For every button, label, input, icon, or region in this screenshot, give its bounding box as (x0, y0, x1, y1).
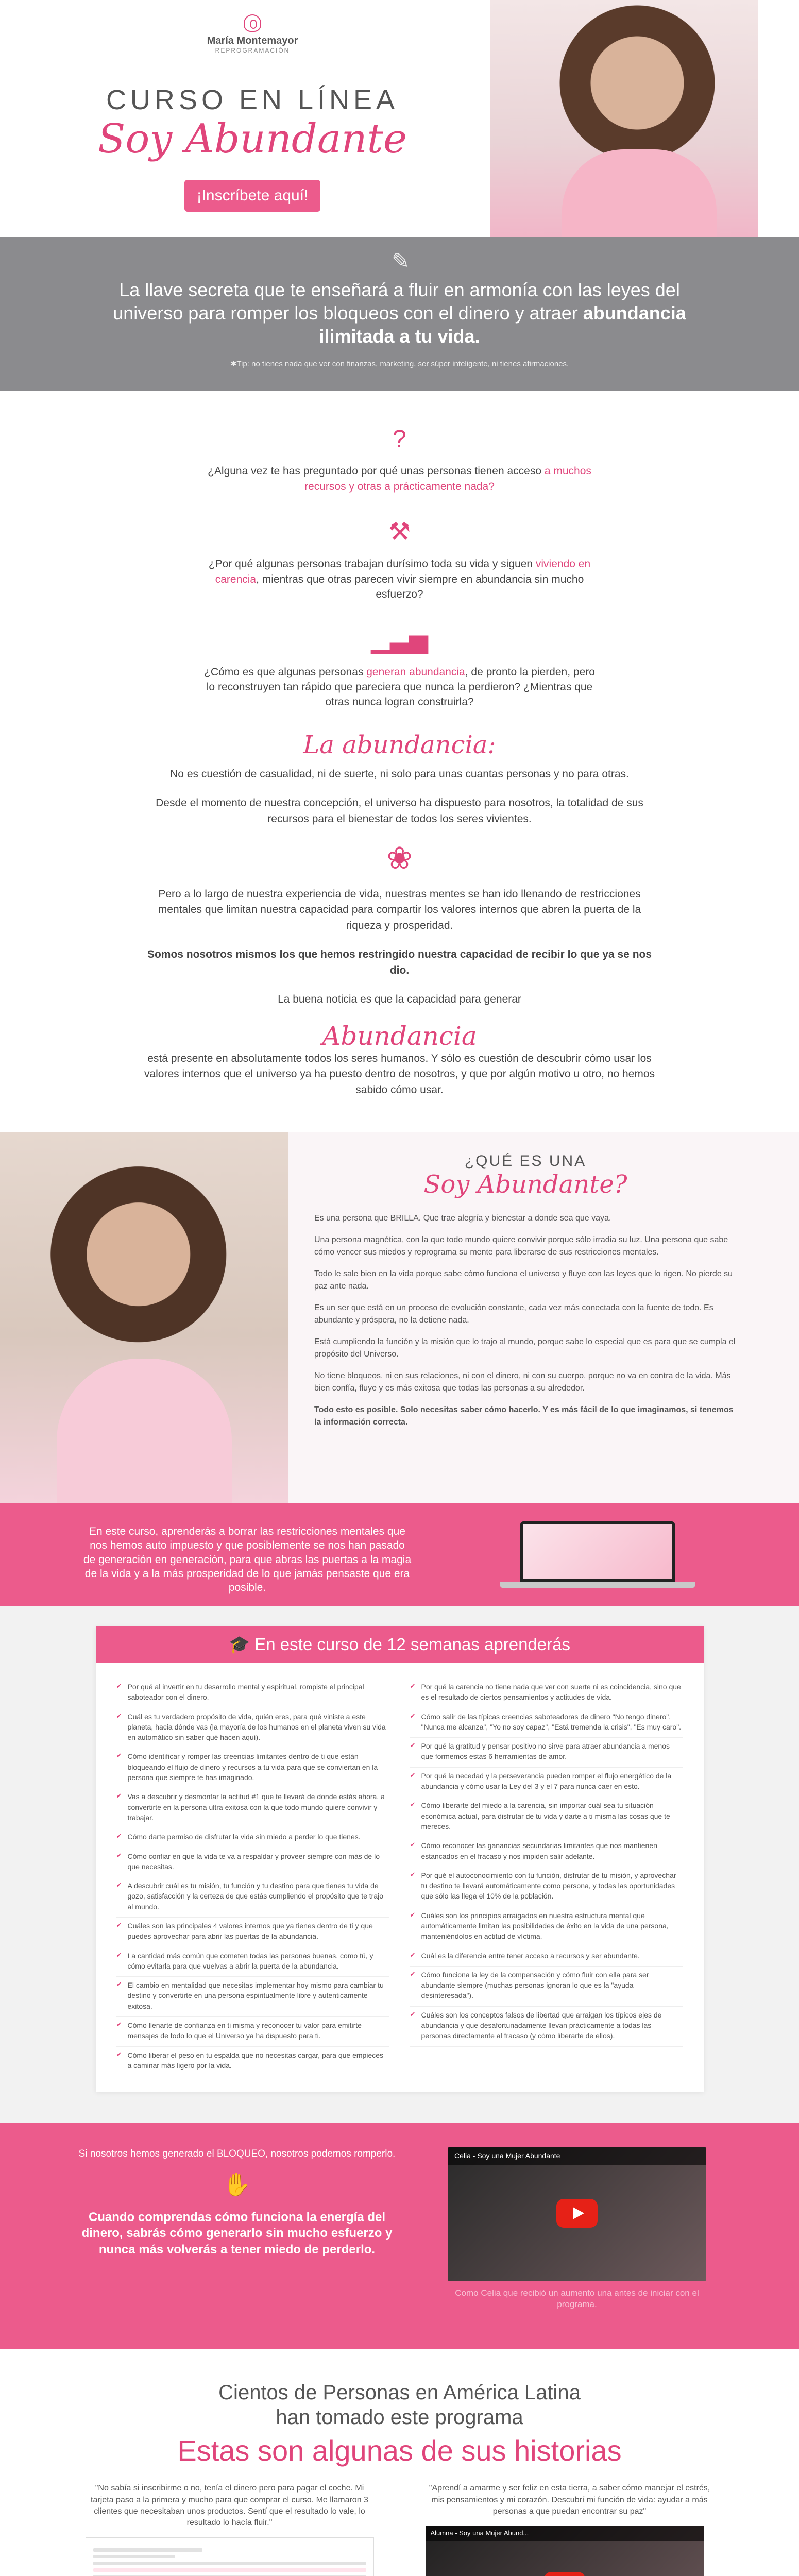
question-2: ⚒ ¿Por qué algunas personas trabajan durísimo toda su vida y siguen viviendo en carencia, mientras que otras parecen vivir siempre en abundancia sin mucho esfuerzo? (204, 515, 596, 602)
testimonials-heading-line1: Cientos de Personas en América Latina (218, 2381, 581, 2404)
questions-section (0, 391, 799, 1132)
course-heading: 🎓 En este curso de 12 semanas aprenderás (96, 1626, 704, 1663)
course-intro-text: En este curso, aprenderás a borrar las restricciones mentales que nos hemos auto impuesto y que posiblemente se nos han pasado de generación en generación, para que abras las puertas a la magia de la vida y a la más prosperidad de lo que jamás pensaste que era posible. (83, 1525, 412, 1594)
unlock-band (0, 2123, 799, 2349)
unlock-icon: ✋ (223, 2172, 251, 2198)
course-item: ✔ Cuáles son los conceptos falsos de libertad que arraigan los típicos ejes de abundancia y que desafortunadamente llevan prácticamente a todas las personas directamente al fracaso (y cómo liberarte de ellos). (410, 2007, 683, 2047)
course-list-right (410, 1679, 683, 2076)
testimonials-section (0, 2349, 799, 2576)
brand-name: María Montemayor (207, 35, 298, 46)
course-item: ✔ Cuáles son las principales 4 valores internos que ya tienes dentro de ti y que puedes aprovechar para abrir las puertas de la abundancia. (116, 1918, 389, 1947)
abundance-word: Abundancia (322, 1021, 477, 1051)
video-title: Alumna - Soy una Mujer Abund... (426, 2526, 704, 2541)
course-item: ✔ Por qué la carencia no tiene nada que ver con suerte ni es coincidencia, sino que es el resultado de ciertos pensamientos y actitudes de vida. (410, 1679, 683, 1708)
course-item: ✔ Cómo liberarte del miedo a la carencia, sin importar cuál sea tu situación económica actual, para disfrutar de tu vida y darte a ti misma las cosas que te mereces. (410, 1797, 683, 1837)
what-is-paragraph: Es un ser que está en un proceso de evolución constante, cada vez más conectada con la fuente de todo. Es abundante y próspera, no la detiene nada. (314, 1303, 713, 1325)
question-3: ▁▃▅ ¿Cómo es que algunas personas generan abundancia, de pronto la pierden, pero lo reconstruyen tan rápido que pareciera que nunca la perdieron? ¿Mientras que otras nunca logran construirla? (204, 622, 596, 709)
course-columns (96, 1663, 704, 2092)
laptop-image (500, 1521, 695, 1588)
course-item: ✔ Cómo identificar y romper las creencias limitantes dentro de ti que están bloqueando el flujo de dinero y recursos a tu vida para que se conviertan en la persona que siempre te has imaginado. (116, 1748, 389, 1788)
course-item: ✔ Por qué al invertir en tu desarrollo mental y espiritual, rompiste el principal saboteador con el dinero. (116, 1679, 389, 1708)
course-list-left (116, 1679, 389, 2076)
graduation-cap-icon: 🎓 (229, 1634, 255, 1654)
play-icon[interactable] (556, 2199, 598, 2228)
what-is-paragraph: Todo le sale bien en la vida porque sabe cómo funciona el universo y fluye con las leyes que lo rigen. No pierde su paz ante nada. (314, 1269, 733, 1291)
course-item: ✔ Cómo llenarte de confianza en ti misma y reconocer tu valor para emitirte mensajes de todo lo que el Universo ya ha dispuesto para ti. (116, 2017, 389, 2047)
course-item: ✔ Vas a descubrir y desmontar la actitud #1 que te llevará de donde estás ahora, a convertirte en la persona ultra exitosa con la que todo mundo quiere convivir y trabajar. (116, 1788, 389, 1828)
what-is-paragraph: Una persona magnética, con la que todo mundo quiere convivir porque sólo irradia su luz. Una persona que sabe cómo vencer sus miedos y reprograma su mente para liberarse de sus restricciones mentales. (314, 1235, 728, 1257)
question-1: ? ¿Alguna vez te has preguntado por qué unas personas tienen acceso a muchos recursos y otras a prácticamente nada? (204, 422, 596, 494)
testimonial-video[interactable] (426, 2526, 704, 2576)
hero-content (93, 14, 412, 212)
course-item: ✔ Cómo confiar en que la vida te va a respaldar y proveer siempre con más de lo que necesitas. (116, 1848, 389, 1878)
paragraph-4: Somos nosotros mismos los que hemos restringido nuestra capacidad de recibir lo que ya se nos dio. (147, 948, 652, 976)
play-icon[interactable] (544, 2572, 585, 2576)
course-item: ✔ Cómo reconocer las ganancias secundarias limitantes que nos mantienen estancados en el fracaso y nos impiden salir adelante. (410, 1837, 683, 1867)
coach-photo (0, 1132, 288, 1503)
hero-photo (490, 0, 758, 237)
question-icon: ? (393, 426, 406, 453)
course-item: ✔ Por qué el autoconocimiento con tu función, disfrutar de tu misión, y aprovechar tu destino te llevará automáticamente como persona, y todas las oportunidades que sólo las llega el 10% de la población. (410, 1867, 683, 1907)
paragraph-6: está presente en absolutamente todos los seres humanos. Y sólo es cuestión de descubrir cómo usar los valores internos que el universo ya ha puesto dentro de nosotros, y que por algún motivo u otro, no hemos sabido cómo usar. (144, 1052, 655, 1096)
paragraph-1: No es cuestión de casualidad, ni de suerte, ni solo para unas cuantas personas y no para otras. (170, 768, 629, 780)
what-is-subtitle: Soy Abundante? (423, 1170, 627, 1199)
testimonials-grid (65, 2483, 735, 2576)
what-is-paragraph: Todo esto es posible. Solo necesitas saber cómo hacerlo. Y es más fácil de lo que imaginamos, si tenemos la información correcta. (314, 1405, 734, 1427)
key-note: ✱Tip: no tienes nada que ver con finanzas, marketing, ser súper inteligente, ni tienes afirmaciones. (230, 360, 569, 368)
course-item: ✔ Cómo salir de las típicas creencias saboteadoras de dinero "No tengo dinero", "Nunca me alcanza", "Yo no soy capaz", "Está tremenda la crisis", "Es muy caro". (410, 1708, 683, 1738)
testimonials-left (86, 2483, 374, 2576)
course-item: ✔ Por qué la gratitud y pensar positivo no sirve para atraer abundancia a menos que formemos estas 6 herramientas de amor. (410, 1738, 683, 1768)
what-is-paragraph: Está cumpliendo la función y la misión que lo trajo al mundo, porque sabe lo especial que es para que se cumpla el propósito del Universo. (314, 1337, 736, 1359)
paragraph-3: Pero a lo largo de nuestra experiencia de vida, nuestras mentes se han ido llenando de restricciones mentales que limitan nuestra capacidad para compartir los valores internos que abren la puerta de la riqueza y prosperidad. (158, 888, 641, 931)
course-item: ✔ A descubrir cuál es tu misión, tu función y tu destino para que tienes tu vida de gozo, satisfacción y la certeza de que estás cumpliendo el propósito que te trajo al mundo. (116, 1877, 389, 1918)
course-box (96, 1626, 704, 2092)
video-caption: Como Celia que recibió un aumento una antes de iniciar con el programa. (455, 2288, 699, 2310)
course-item: ✔ La cantidad más común que cometen todas las personas buenas, como tú, y cómo evitarla para que vuelvas a abrir la puerta de la abundancia. (116, 1947, 389, 1977)
testimonial-video[interactable] (448, 2147, 706, 2281)
unlock-content (72, 2148, 402, 2258)
course-item: ✔ Cómo darte permiso de disfrutar la vida sin miedo a perder lo que tienes. (116, 1828, 389, 1848)
what-is-paragraph: Es una persona que BRILLA. Que trae alegría y bienestar a donde sea que vaya. (314, 1213, 611, 1223)
course-section (0, 1606, 799, 2123)
testimonials-title: Estas son algunas de sus historias (177, 2434, 622, 2467)
course-item: ✔ Cuál es la diferencia entre tener acceso a recursos y ser abundante. (410, 1947, 683, 1967)
course-item: ✔ El cambio en mentalidad que necesitas implementar hoy mismo para cambiar tu destino y convertirte en una persona espiritualmente libre y autenticamente exitosa. (116, 1977, 389, 2017)
brand-sub: REPROGRAMACIÓN (215, 47, 290, 54)
course-item: ✔ Cuáles son los principios arraigados en nuestra estructura mental que automáticamente limitan las posibilidades de éxito en la vida de una persona, manteniéndolos en actitud de víctima. (410, 1907, 683, 1947)
facebook-post-image (86, 2537, 374, 2576)
testimonials-heading-line2: han tomado este programa (276, 2406, 523, 2429)
course-item: ✔ Cuál es tu verdadero propósito de vida, quién eres, para qué viniste a este planeta, hacia dónde vas (la mayoría de los humanos en el planeta viven su vida en automático sin saber qué hacen aquí). (116, 1708, 389, 1749)
growth-chart-icon: ▁▃▅ (371, 626, 428, 654)
testimonials-right (426, 2483, 714, 2576)
course-item: ✔ Cómo funciona la ley de la compensación y cómo fluir con ella para ser abundante siempre (muchas personas ignoran lo que es la "ayuda desinteresada"). (410, 1967, 683, 2007)
testimonial-quote: "Aprendí a amarme y ser feliz en esta tierra, a saber cómo manejar el estrés, mis pensamientos y mi corazón. Descubrí mi función de vida: ayudar a más personas a que puedan encontrar su paz" (429, 2484, 710, 2516)
what-is-content (314, 1153, 737, 1438)
course-item: ✔ Por qué la necedad y la perseverancia pueden romper el flujo energético de la abundancia y cómo usar la Ley del 3 y el 7 para nunca caer en esto. (410, 1768, 683, 1798)
key-icon: ✎ (392, 249, 410, 273)
hero-subtitle: Soy Abundante (97, 116, 407, 162)
abundance-heading: La abundancia: (303, 730, 496, 759)
what-is-title: ¿QUÉ ES UNA (464, 1152, 587, 1170)
hands-icon: ❀ (386, 841, 413, 875)
unlock-line: Si nosotros hemos generado el BLOQUEO, nosotros podemos romperlo. (78, 2148, 396, 2160)
what-is-paragraph: No tiene bloqueos, ni en sus relaciones, ni con el dinero, ni con su cuerpo, porque no va en contra de la vida. Más bien confía, fluye y es más exitosa que todas las personas a su alrededor. (314, 1371, 731, 1393)
unlock-statement: Cuando comprendas cómo funciona la energía del dinero, sabrás cómo generarlo sin mucho esfuerzo y nunca más volverás a tener miedo de perderlo. (81, 2210, 393, 2257)
work-icon: ⚒ (388, 518, 411, 546)
what-is-section (0, 1132, 799, 1503)
course-intro-band (0, 1503, 799, 1606)
key-message-band (0, 237, 799, 391)
brand-logo-icon (244, 14, 261, 32)
paragraph-5: La buena noticia es que la capacidad para generar (278, 993, 521, 1006)
hero-title: CURSO EN LÍNEA (106, 84, 399, 115)
video-title: Celia - Soy una Mujer Abundante (448, 2147, 706, 2165)
hero-section (0, 0, 799, 237)
course-item: ✔ Cómo liberar el peso en tu espalda que no necesitas cargar, para que empieces a caminar más ligero por la vida. (116, 2047, 389, 2077)
signup-button[interactable]: ¡Inscríbete aquí! (184, 180, 321, 212)
key-headline: La llave secreta que te enseñará a fluir en armonía con las leyes del universo para romper los bloqueos con el dinero y atraer abundancia ilimitada a tu vida. (113, 279, 686, 347)
paragraph-2: Desde el momento de nuestra concepción, el universo ha dispuesto para nosotros, la totalidad de sus recursos para el bienestar de todos los seres vivientes. (156, 797, 643, 825)
testimonial-quote: "No sabía si inscribirme o no, tenía el dinero pero para pagar el coche. Mi tarjeta paso a la primera y mucho para que comprar el curso. Me llamaron 3 clientes que necesitaban unos productos. Sentí que el resultado lo vale, lo resultado lo hacía fluir." (91, 2484, 368, 2528)
